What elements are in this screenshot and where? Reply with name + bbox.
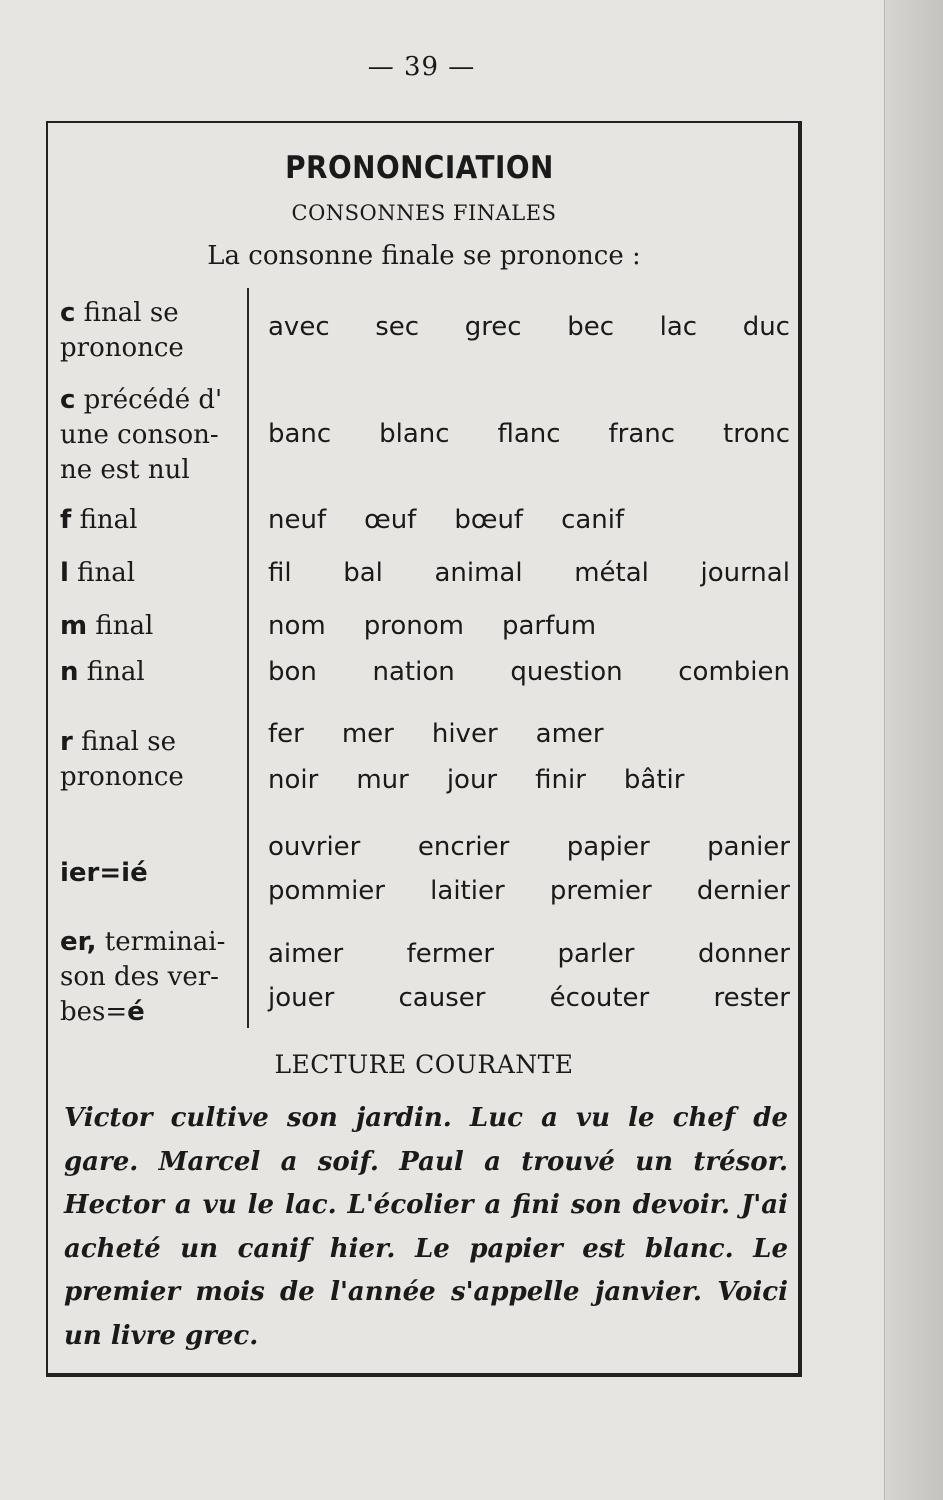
rule-label-text: final se prononce bbox=[60, 727, 184, 792]
word-line bbox=[268, 937, 790, 972]
word-line bbox=[268, 310, 790, 345]
example-word: jouer bbox=[268, 983, 335, 1013]
rule-label bbox=[60, 725, 240, 795]
example-word: écouter bbox=[549, 983, 650, 1013]
page-number: — 39 — bbox=[367, 52, 476, 82]
intro-sentence: La consonne finale se prononce : bbox=[207, 241, 641, 271]
rule-label bbox=[60, 383, 240, 488]
example-word: fil bbox=[268, 558, 292, 588]
rule-letter: m bbox=[60, 611, 88, 641]
rule-letter: c bbox=[60, 298, 76, 328]
rule-letter: f bbox=[60, 505, 72, 535]
example-word: neuf bbox=[268, 505, 327, 535]
example-word: dernier bbox=[696, 876, 790, 906]
example-word: canif bbox=[561, 505, 625, 535]
rule-label bbox=[60, 503, 240, 538]
page-title: PRONONCIATION bbox=[285, 150, 554, 186]
example-word: panier bbox=[707, 832, 790, 862]
example-word: nation bbox=[372, 657, 455, 687]
example-word: sec bbox=[375, 312, 420, 342]
page-edge bbox=[884, 0, 943, 1500]
example-word: parfum bbox=[501, 611, 597, 641]
example-word: mer bbox=[341, 719, 394, 749]
example-word: noir bbox=[268, 765, 319, 795]
example-word: mur bbox=[356, 765, 409, 795]
word-line bbox=[268, 609, 790, 644]
example-word: question bbox=[510, 657, 623, 687]
word-line bbox=[268, 830, 790, 865]
example-word: finir bbox=[535, 765, 586, 795]
word-line bbox=[268, 874, 790, 909]
example-word: donner bbox=[697, 939, 790, 969]
example-word: causer bbox=[398, 983, 486, 1013]
example-word: fer bbox=[268, 719, 304, 749]
example-word: combien bbox=[678, 657, 790, 687]
word-line bbox=[268, 556, 790, 591]
example-word: franc bbox=[608, 419, 676, 449]
rule-letter: r bbox=[60, 727, 73, 757]
example-word: premier bbox=[549, 876, 652, 906]
rule-letter: ier=ié bbox=[60, 858, 148, 888]
rule-label-text: final se prononce bbox=[60, 298, 184, 363]
rule-label-text: final bbox=[87, 611, 154, 641]
rule-letter: c bbox=[60, 385, 76, 415]
example-word: parler bbox=[557, 939, 635, 969]
rule-label bbox=[60, 609, 240, 644]
example-word: ouvrier bbox=[268, 832, 361, 862]
rule-label bbox=[60, 856, 240, 891]
word-line bbox=[268, 763, 790, 798]
word-line bbox=[268, 981, 790, 1016]
example-word: encrier bbox=[417, 832, 510, 862]
example-word: rester bbox=[713, 983, 790, 1013]
example-word: bec bbox=[567, 312, 615, 342]
example-word: journal bbox=[700, 558, 790, 588]
rule-label bbox=[60, 925, 240, 1030]
example-word: animal bbox=[434, 558, 523, 588]
example-word: pronom bbox=[363, 611, 464, 641]
example-word: lac bbox=[659, 312, 698, 342]
rule-label-text: terminai- son des ver- bes=é bbox=[60, 927, 226, 1027]
rule-label-text: final bbox=[68, 558, 136, 588]
example-word: blanc bbox=[379, 419, 450, 449]
lecture-title: LECTURE COURANTE bbox=[274, 1050, 574, 1079]
rule-label bbox=[60, 655, 240, 690]
example-word: jour bbox=[446, 765, 498, 795]
example-word: bon bbox=[268, 657, 317, 687]
section-subtitle: CONSONNES FINALES bbox=[291, 201, 557, 225]
lecture-text: Victor cultive son jardin. Luc a vu le chef de gare. Marcel a soif. Paul a trouvé un trésor. Hector a vu le lac. L'écolier a fini son devoir. J'ai acheté un canif hier. Le papier est blanc. Le premier mois de l'année s'appelle janvier. Voici un livre grec. bbox=[64, 1103, 788, 1351]
example-word: œuf bbox=[364, 505, 417, 535]
rule-letter: er, bbox=[60, 927, 97, 957]
example-word: avec bbox=[268, 312, 330, 342]
word-line bbox=[268, 417, 790, 452]
rule-label bbox=[60, 556, 240, 591]
example-word: laitier bbox=[430, 876, 505, 906]
word-line bbox=[268, 717, 790, 752]
word-line bbox=[268, 655, 790, 690]
word-line bbox=[268, 503, 790, 538]
example-word: hiver bbox=[431, 719, 498, 749]
rule-letter: n bbox=[60, 657, 79, 687]
rule-label bbox=[60, 296, 240, 366]
rule-label-text: précédé d' une conson- ne est nul bbox=[60, 385, 223, 485]
example-word: nom bbox=[268, 611, 326, 641]
example-word: fermer bbox=[406, 939, 495, 969]
column-divider bbox=[247, 288, 249, 1028]
example-word: bal bbox=[343, 558, 383, 588]
example-word: pommier bbox=[268, 876, 385, 906]
example-word: bœuf bbox=[454, 505, 524, 535]
example-word: banc bbox=[268, 419, 332, 449]
rule-label-text: final bbox=[78, 657, 145, 687]
example-word: bâtir bbox=[623, 765, 685, 795]
example-word: duc bbox=[742, 312, 790, 342]
rule-letter: l bbox=[60, 558, 69, 588]
example-word: métal bbox=[574, 558, 649, 588]
example-word: tronc bbox=[723, 419, 790, 449]
rule-label-text: final bbox=[71, 505, 138, 535]
example-word: papier bbox=[566, 832, 650, 862]
example-word: flanc bbox=[497, 419, 561, 449]
example-word: aimer bbox=[268, 939, 344, 969]
example-word: grec bbox=[464, 312, 522, 342]
example-word: amer bbox=[535, 719, 604, 749]
